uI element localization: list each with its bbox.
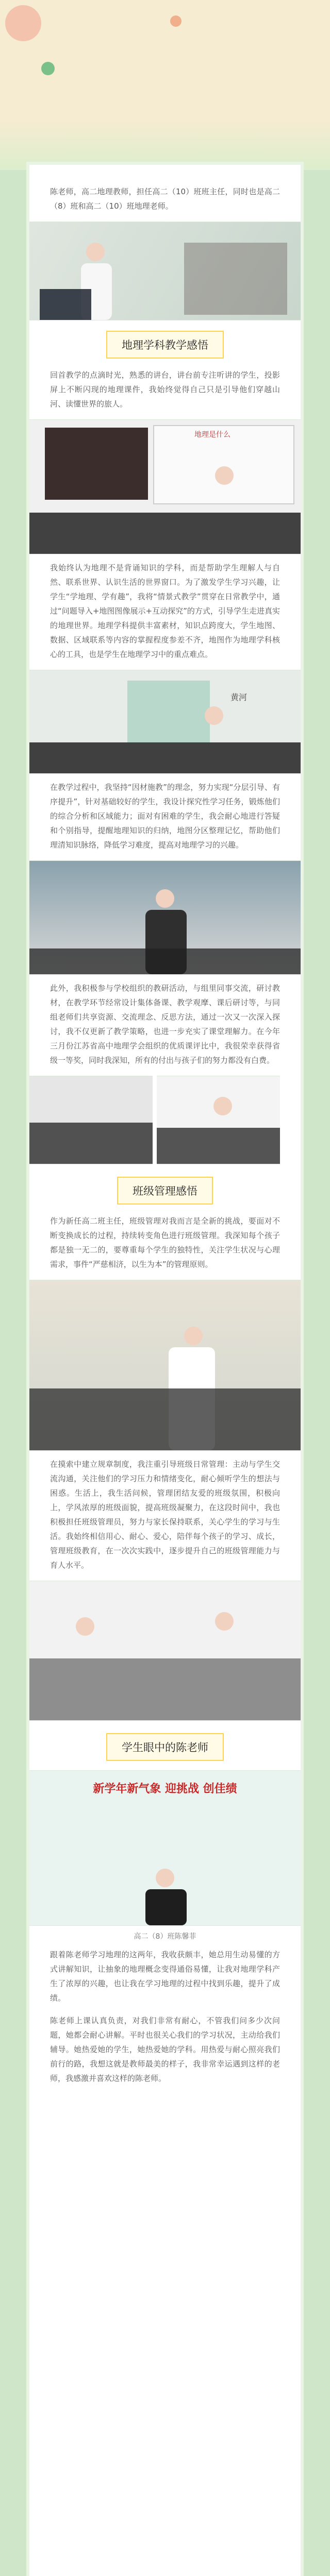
board-left-text: 地理是什么 (194, 431, 230, 439)
photo-student-portrait (29, 1770, 301, 1926)
board-right-text: 黄河 (230, 692, 248, 702)
section-title-class-management: 班级管理感悟 (117, 1177, 213, 1205)
teaching-paragraph-1: 回首教学的点滴时光，熟悉的讲台，讲台前专注听讲的学生，投影屏上不断闪现的地理课件，我始终觉得自己只是引导他们穿越山河、读懂世界的旅人。 (50, 370, 280, 409)
photo-class-meeting (29, 1280, 301, 1451)
flower-icon (170, 15, 182, 27)
management-paragraph-2: 在摸索中建立规章制度，我注重引导班级日常管理：主动与学生交流沟通，关注他们的学习压力和情绪变化，耐心倾听学生的想法与困惑。生活上，我生活问候，管理团结友爱的班级氛围，积极向上，学风浓厚的班级面貌，提高班级凝聚力，在这段时间中，我也积极担任班级管理员，努力与家长保持联系，关心学生的学习与生活。我始终相信用心、耐心、爱心，陪伴每个孩子的学习、成长，管理班级教育，在一次次实践中，逐步提升自己的班级管理能力与育人水平。 (50, 1460, 280, 1570)
photo-research-1 (29, 1076, 153, 1164)
student-caption: 高二（8）班陈馨菲 (134, 1933, 196, 1941)
section-title-teaching: 地理学科教学感悟 (106, 331, 224, 359)
leaf-icon (41, 62, 55, 75)
teaching-paragraph-4: 此外，我积极参与学校组织的教研活动，与组里同事交流，研讨教材，在教学环节经常设计集体备课、教学观摩、课后研讨等，与同组老师们共享资源、交流理念、反思方法，通过一次又一次深入探讨，我不仅更新了教学策略，也进一步充实了课堂理解力。在今年三月份江苏省高中地理学会组织的优质课评比中，我很荣幸获得省级一等奖，同时我深知，所有的付出与孩子们的努力都没有白费。 (50, 984, 280, 1065)
student-paragraph-1: 跟着陈老师学习地理的这两年，我收获颇丰，她总用生动易懂的方式讲解知识，让抽象的地理概念变得通俗易懂，让我对地理学科产生了浓厚的兴趣，也让我在学习地理的过程中找到乐趣，提升了成绩。 (50, 1950, 280, 2003)
article-card (29, 165, 301, 2576)
teaching-paragraph-2: 我始终认为地理不是背诵知识的学科，而是帮助学生理解人与自然、联系世界、认识生活的世界窗口。为了激发学生学习兴趣，让学生“学地理、学有趣”，我将“情景式教学”贯穿在日常教学中，通过“问题导入+地图图像展示+互动探究”的方式，引导学生走进真实的地理世界。地理学科提供丰富素材，知识点跨度大，学生地图、数据、区域联系等内容的掌握程度参差不齐，地图作为地理学科核心的工具，也是学生在地理学习中的重点难点。 (50, 563, 280, 659)
photo-teaching-competition (29, 860, 301, 975)
section-title-student-view: 学生眼中的陈老师 (106, 1733, 224, 1761)
poster-text: 新学年新气象 迎挑战 创佳绩 (93, 1783, 237, 1795)
photo-classroom-board (29, 419, 301, 554)
photo-research-2 (157, 1076, 280, 1164)
photo-student-talk (29, 1581, 301, 1721)
student-paragraph-2: 陈老师上课认真负责，对我们非常有耐心，不管我们问多少次问题，她都会耐心讲解。平时也很关心我们的学习状况，主动给我们辅导。她热爱她的学生，她热爱她的学科。用热爱与耐心照亮我们前行的路，我想这就是教师最美的样子，我非常幸运遇到这样的老师，我感激并喜欢这样的陈老师。 (50, 2016, 280, 2083)
intro-paragraph: 陈老师，高二地理教师，担任高二（10）班班主任，同时也是高二（8）班和高二（10）班地理老师。 (50, 187, 280, 211)
header-decoration (0, 0, 330, 170)
teaching-paragraph-3: 在教学过程中，我坚持“因材施教”的理念，努力实现“分层引导、有序提升”，针对基础较好的学生，我设计探究性学习任务，锻炼他们的综合分析和区域能力；面对有困难的学生，我会耐心地进行答疑和个别指导，提醒地理知识的归纳，地图分区整理记忆，帮助他们理清知识脉络，降低学习难度，提高对地理学习的兴趣。 (50, 783, 280, 850)
photo-pair-research (50, 1076, 280, 1164)
photo-map-lesson (29, 670, 301, 774)
photo-teacher-portrait (29, 222, 301, 320)
management-paragraph-1: 作为新任高二班主任，班级管理对我而言是全新的挑战，要面对不断变换成长的过程，持续转变角色进行班级管理。我深知每个孩子都是独一无二的，要尊重每个学生的独特性，关注学生状况与心理需求，事件“严慈相济，以生为本”的管理原则。 (50, 1216, 280, 1269)
flower-icon (5, 5, 41, 41)
